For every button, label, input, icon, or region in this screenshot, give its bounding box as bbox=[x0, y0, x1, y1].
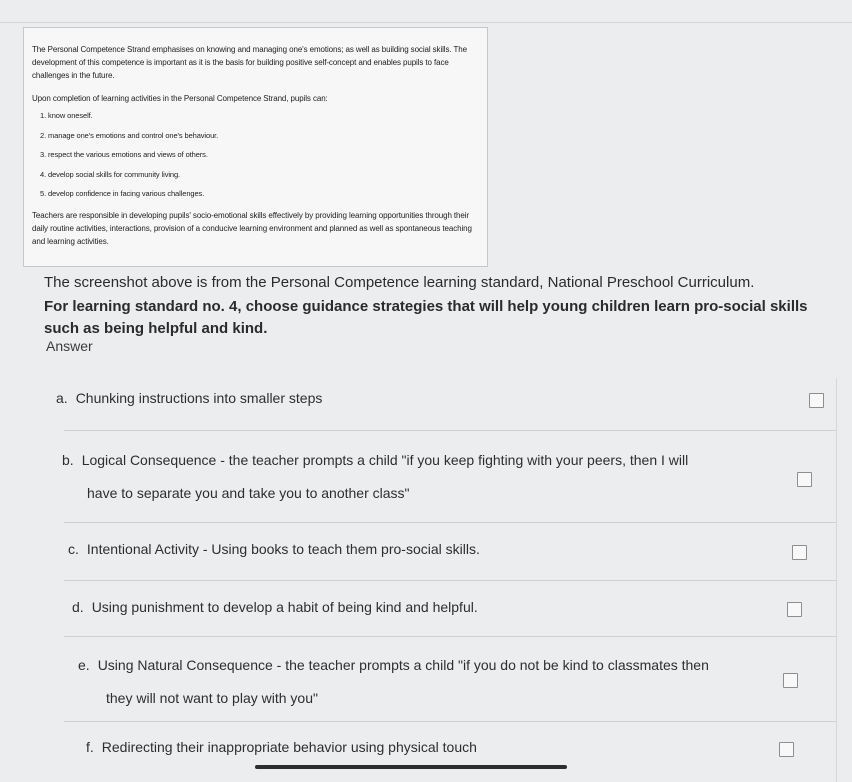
option-c-checkbox[interactable] bbox=[792, 545, 807, 560]
doc-outcome-item: 2. manage one's emotions and control one's behaviour. bbox=[40, 130, 219, 140]
option-divider bbox=[64, 522, 836, 523]
doc-paragraph-2: Upon completion of learning activities in the Personal Competence Strand, pupils can: bbox=[32, 94, 328, 103]
doc-outcome-item: 3. respect the various emotions and views of others. bbox=[40, 150, 208, 159]
option-letter: b. bbox=[62, 452, 74, 468]
option-divider bbox=[64, 636, 836, 637]
option-a-checkbox[interactable] bbox=[809, 393, 824, 408]
option-text-line2: they will not want to play with you" bbox=[106, 690, 318, 706]
option-text: Logical Consequence - the teacher prompts a child "if you keep fighting with your peers, then I will bbox=[81, 452, 689, 468]
option-d-checkbox[interactable] bbox=[787, 602, 802, 617]
option-a[interactable] bbox=[56, 382, 322, 415]
option-d[interactable] bbox=[72, 591, 478, 624]
option-text: Using punishment to develop a habit of being kind and helpful. bbox=[91, 599, 478, 615]
answer-label: Answer bbox=[46, 338, 93, 354]
option-text-line2: have to separate you and take you to another class" bbox=[87, 485, 410, 501]
options-right-border bbox=[836, 378, 837, 782]
option-b-checkbox[interactable] bbox=[797, 472, 812, 487]
option-e-checkbox[interactable] bbox=[783, 673, 798, 688]
option-letter: a. bbox=[56, 390, 68, 406]
option-divider bbox=[64, 721, 836, 722]
question-text: For learning standard no. 4, choose guidance strategies that will help young children learn pro-social skills such as being helpful and kind. bbox=[44, 298, 808, 337]
option-letter: c. bbox=[68, 541, 79, 557]
option-text: Using Natural Consequence - the teacher prompts a child "if you do not be kind to classmates then bbox=[97, 657, 709, 673]
top-divider bbox=[0, 22, 852, 23]
curriculum-screenshot bbox=[23, 27, 488, 267]
option-text: Chunking instructions into smaller steps bbox=[75, 390, 323, 406]
doc-outcome-item: 1. know oneself. bbox=[40, 111, 93, 120]
option-divider bbox=[64, 430, 836, 431]
option-f[interactable] bbox=[86, 731, 477, 764]
horizontal-scrollbar[interactable] bbox=[255, 765, 567, 769]
option-b[interactable] bbox=[62, 444, 688, 510]
option-c[interactable] bbox=[68, 533, 480, 566]
option-text: Intentional Activity - Using books to teach them pro-social skills. bbox=[86, 541, 480, 557]
question-intro: The screenshot above is from the Personal Competence learning standard, National Preschool Curriculum. bbox=[44, 274, 755, 291]
option-letter: f. bbox=[86, 739, 94, 755]
doc-outcome-item: 5. develop confidence in facing various challenges. bbox=[40, 189, 205, 198]
doc-outcome-item: 4. develop social skills for community living. bbox=[40, 169, 181, 179]
option-divider bbox=[64, 580, 836, 581]
doc-paragraph-3: Teachers are responsible in developing pupils' socio-emotional skills effectively by providing learning opportunities through their daily routine activities, interactions, provision of a conducive learning environment and planned as well as spontaneous teaching and learning activities. bbox=[32, 211, 472, 246]
doc-paragraph-1: The Personal Competence Strand emphasises on knowing and managing one's emotions; as well as building social skills. The development of this competence is important as it is the basis for building positive self-concept and enables pupils to face challenges in the future. bbox=[32, 45, 467, 80]
option-e[interactable] bbox=[78, 649, 709, 715]
option-text: Redirecting their inappropriate behavior using physical touch bbox=[101, 739, 477, 755]
option-letter: e. bbox=[78, 657, 90, 673]
option-letter: d. bbox=[72, 599, 84, 615]
option-f-checkbox[interactable] bbox=[779, 742, 794, 757]
doc-outcome-list bbox=[32, 109, 479, 200]
